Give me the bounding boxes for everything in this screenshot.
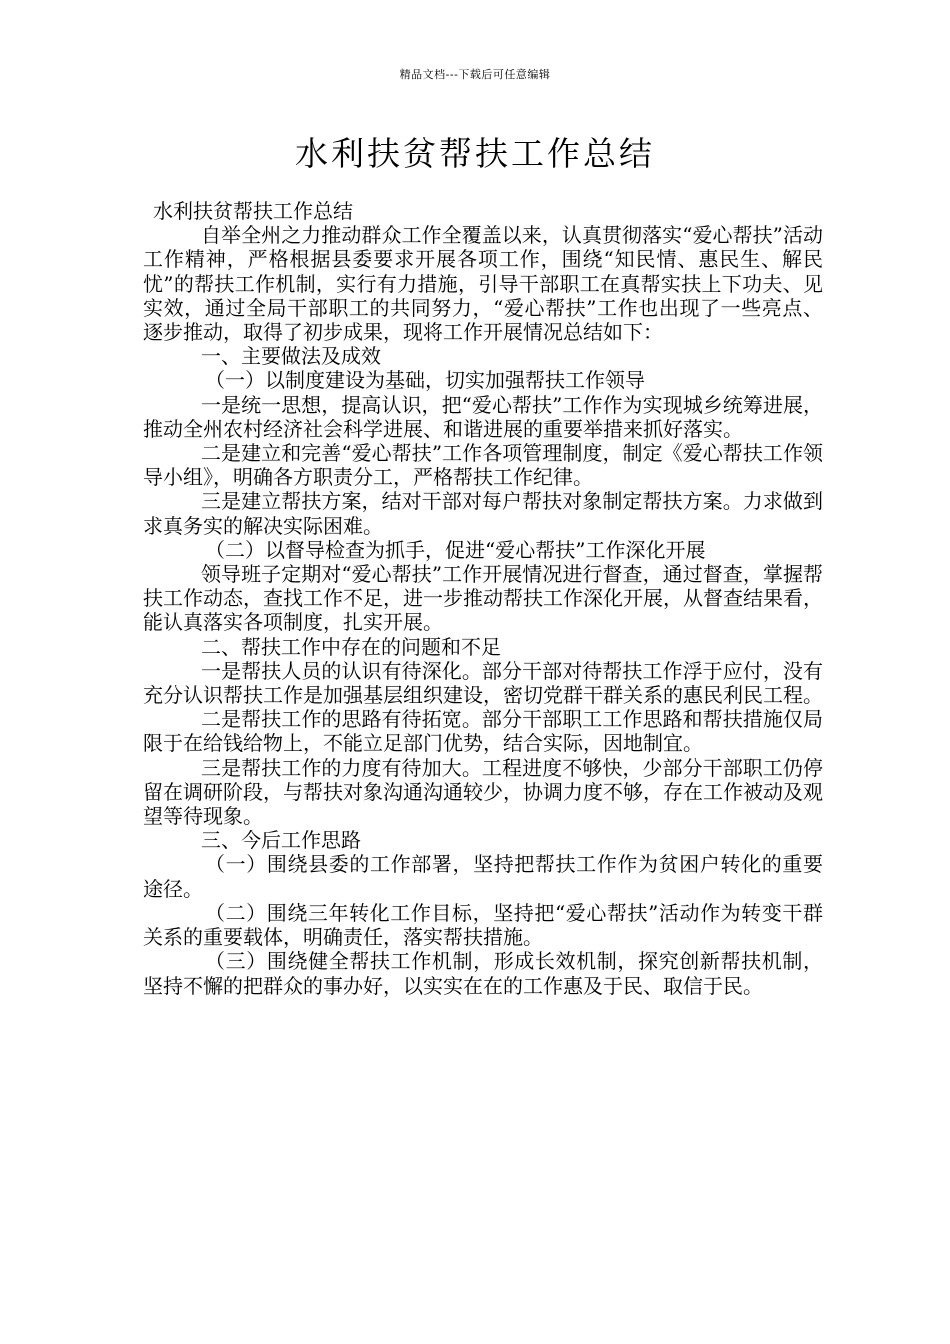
body-paragraph: 一是帮扶人员的认识有待深化。部分干部对待帮扶工作浮于应付，没有充分认识帮扶工作是加强基层组织建设，密切党群干群关系的惠民利民工程。 — [143, 658, 823, 708]
section-heading-3: 三、今后工作思路 — [201, 828, 361, 853]
body-paragraph: 领导班子定期对“爱心帮扶”工作开展情况进行督查，通过督查，掌握帮扶工作动态，查找工作不足，进一步推动帮扶工作深化开展，从督查结果看，能认真落实各项制度，扎实开展。 — [143, 562, 823, 635]
section-heading-1: 一、主要做法及成效 — [201, 344, 381, 369]
body-paragraph: （三）围绕健全帮扶工作机制，形成长效机制，探究创新帮扶机制，坚持不懈的把群众的事办好，以实实在在的工作惠及于民、取信于民。 — [143, 949, 823, 998]
document-header-note: 精品文档---下载后可任意编辑 — [399, 68, 551, 81]
subsection-heading-1-1: （一）以制度建设为基础，切实加强帮扶工作领导 — [205, 368, 645, 393]
document-title: 水利扶贫帮扶工作总结 — [295, 134, 655, 173]
body-paragraph: 一是统一思想，提高认识，把“爱心帮扶”工作作为实现城乡统筹进展，推动全州农村经济社会科学进展、和谐进展的重要举措来抓好落实。 — [143, 392, 823, 441]
body-paragraph: （二）围绕三年转化工作目标，坚持把“爱心帮扶”活动作为转变干群关系的重要载体，明确责任，落实帮扶措施。 — [143, 900, 823, 950]
body-paragraph: （一）围绕县委的工作部署，坚持把帮扶工作作为贫困户转化的重要途径。 — [143, 852, 823, 901]
body-paragraph: 二是帮扶工作的思路有待拓宽。部分干部职工工作思路和帮扶措施仅局限于在给钱给物上，不能立足部门优势，结合实际，因地制宜。 — [143, 707, 823, 756]
section-heading-2: 二、帮扶工作中存在的问题和不足 — [201, 634, 501, 659]
body-paragraph: 三是帮扶工作的力度有待加大。工程进度不够快，少部分干部职工仍停留在调研阶段，与帮扶对象沟通沟通较少，协调力度不够，存在工作被动及观望等待现象。 — [143, 755, 823, 829]
body-paragraph: 二是建立和完善“爱心帮扶”工作各项管理制度，制定《爱心帮扶工作领导小组》，明确各方职责分工，严格帮扶工作纪律。 — [143, 441, 823, 490]
document-body — [143, 199, 823, 998]
body-subtitle: 水利扶贫帮扶工作总结 — [153, 199, 353, 223]
intro-paragraph: 自举全州之力推动群众工作全覆盖以来，认真贯彻落实“爱心帮扶”活动工作精神，严格根据县委要求开展各项工作，围绕“知民情、惠民生、解民忧”的帮扶工作机制，实行有力措施，引导干部职工在真帮实扶上下功夫、见实效，通过全局干部职工的共同努力，“爱心帮扶”工作也出现了一些亮点、逐步推动，取得了初步成果，现将工作开展情况总结如下： — [143, 223, 823, 345]
subsection-heading-1-2: （二）以督导检查为抓手，促进“爱心帮扶”工作深化开展 — [205, 537, 706, 562]
body-paragraph: 三是建立帮扶方案，结对干部对每户帮扶对象制定帮扶方案。力求做到求真务实的解决实际困难。 — [143, 489, 823, 538]
